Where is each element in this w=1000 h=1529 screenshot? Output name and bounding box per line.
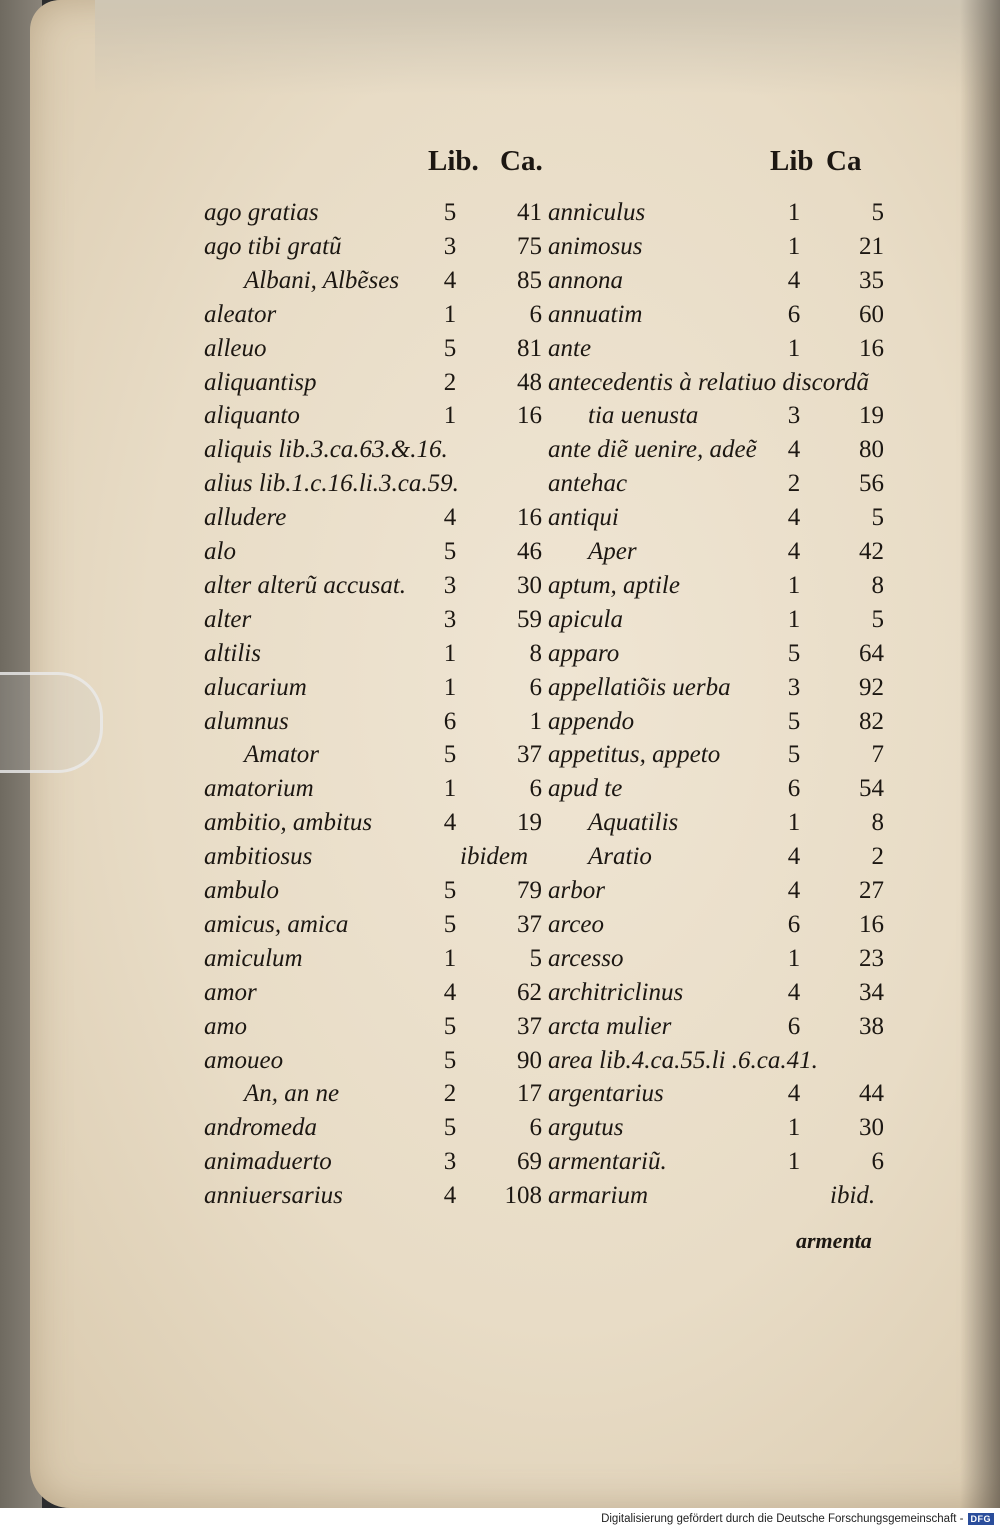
entry-left-term: amo [204, 1012, 248, 1040]
index-row [0, 1010, 1000, 1044]
entry-left-lib: 1 [443, 944, 457, 972]
entry-right-term: armentariũ. [548, 1148, 667, 1176]
entry-left-lib: 5 [443, 877, 457, 904]
entry-right-lib: 4 [787, 436, 801, 464]
entry-left-ca: 69 [517, 1148, 542, 1176]
entry-right-lib: 1 [787, 571, 801, 599]
index-row [0, 1044, 1000, 1078]
entry-left-ca: 16 [517, 402, 542, 430]
entry-left-term: alumnus [204, 707, 289, 735]
entry-left-term: amiculum [204, 944, 303, 972]
entry-right-lib: 1 [787, 605, 801, 633]
entry-right-lib: 5 [787, 741, 801, 769]
entry-left-ca: 16 [517, 504, 542, 532]
entry-left-term: aliquanto [204, 402, 300, 430]
entry-left-ca: 85 [517, 266, 542, 294]
index-row [0, 705, 1000, 739]
entry-left-lib: 2 [443, 368, 457, 396]
entry-right-lib: 6 [787, 300, 801, 328]
entry-left-term: amor [204, 978, 257, 1006]
entry-right-lib: 4 [787, 266, 801, 294]
entry-left-term: alter alterũ accusat. [204, 571, 407, 599]
entry-left-term: ago gratias [204, 199, 319, 226]
entry-right-lib: 6 [787, 1012, 801, 1040]
entry-right-lib: 6 [787, 910, 801, 938]
entry-left-lib: 4 [443, 1182, 457, 1210]
entry-right-ca: 44 [859, 1080, 884, 1108]
entry-right-ca: 30 [859, 1114, 884, 1142]
index-row [0, 772, 1000, 806]
entry-left-term: alucarium [204, 673, 307, 701]
index-row [0, 671, 1000, 705]
footer-credit: Digitalisierung gefördert durch die Deutsche Forschungsgemeinschaft - [601, 1512, 964, 1525]
entry-left-term: ambitiosus [204, 843, 313, 871]
index-row [0, 1179, 1000, 1213]
entry-right-term: argutus [548, 1114, 624, 1142]
entry-right-term: appendo [548, 707, 635, 735]
entry-right-lib: 5 [787, 639, 801, 667]
entry-left-lib: 5 [443, 1012, 457, 1040]
entry-right-term: arcesso [548, 944, 624, 972]
entry-right-lib: 1 [787, 809, 801, 837]
index-row [0, 501, 1000, 535]
index-row [0, 874, 1000, 908]
entry-right-ca: 54 [859, 775, 884, 803]
entry-left-ca: 37 [517, 1012, 542, 1040]
entry-left-ca: 81 [517, 334, 542, 362]
entry-right-lib: 4 [787, 978, 801, 1006]
index-row [0, 603, 1000, 637]
entry-right-ca: 42 [859, 538, 884, 565]
entry-left-lib: 1 [443, 775, 457, 803]
entry-right-lib: 4 [787, 504, 801, 532]
dfg-logo: DFG [968, 1513, 995, 1525]
entry-right-term: apicula [548, 605, 623, 633]
index-row [0, 942, 1000, 976]
entry-left-lib: 1 [443, 402, 457, 430]
entry-left-ca: 90 [517, 1046, 542, 1074]
entry-right-term: architriclinus [548, 978, 684, 1006]
index-row [0, 1111, 1000, 1145]
header-right-lib: Lib [770, 145, 814, 177]
entry-left-lib: 3 [443, 1148, 457, 1176]
entry-left-term: animaduerto [204, 1148, 332, 1176]
entry-right-ca: 35 [859, 266, 884, 294]
entry-right-lib: 1 [787, 334, 801, 362]
entry-right-ca: 21 [859, 232, 884, 260]
entry-left-lib: 3 [443, 605, 457, 633]
entry-left-ca: 1 [529, 707, 542, 735]
entry-right-term: arbor [548, 877, 605, 904]
entry-left-term: anniuersarius [204, 1182, 343, 1210]
entry-right-ca: 92 [859, 673, 884, 701]
header-right-ca: Ca [826, 145, 862, 177]
entry-left-ca: 6 [529, 300, 542, 328]
entry-right-lib: 4 [787, 538, 801, 565]
entry-left-lib: 5 [443, 1046, 457, 1074]
entry-right-ca: 56 [859, 470, 884, 498]
entry-left-lib: 5 [443, 741, 457, 769]
entry-left-lib: 4 [443, 266, 457, 294]
entry-left-lib: 3 [443, 232, 457, 260]
entry-right-term: apparo [548, 639, 620, 667]
entry-left-ca: 5 [529, 944, 542, 972]
index-row [0, 196, 1000, 230]
index-row [0, 1145, 1000, 1179]
entry-right-lib: 1 [787, 232, 801, 260]
entry-right-term: arcta mulier [548, 1012, 672, 1040]
entry-right-term: aptum, aptile [548, 571, 680, 599]
header-left-lib: Lib. [428, 145, 479, 177]
entry-right-term: Aratio [588, 843, 652, 871]
entry-left-ca: 48 [517, 368, 542, 396]
index-row [0, 366, 1000, 400]
entry-left-ca: 62 [517, 978, 542, 1006]
entry-right-ca: 60 [859, 300, 884, 328]
entry-left-lib: 3 [443, 571, 457, 599]
entry-right-lib: 4 [787, 877, 801, 904]
entry-left-lib: 1 [443, 639, 457, 667]
entry-left-ca: 41 [517, 199, 542, 226]
index-row [0, 738, 1000, 772]
entry-right-term: argentarius [548, 1080, 664, 1108]
index-row [0, 264, 1000, 298]
entry-left-ca: 37 [517, 741, 542, 769]
entry-left-term: ambitio, ambitus [204, 809, 373, 837]
entry-right-ca: 6 [871, 1148, 884, 1176]
entry-right-term: apud te [548, 775, 623, 803]
entry-right-ca: 8 [871, 571, 884, 599]
index-row [0, 840, 1000, 874]
entry-right-term: arceo [548, 910, 604, 938]
entry-left-term: alludere [204, 504, 287, 532]
entry-right-ca: 27 [859, 877, 884, 904]
entry-left-full: aliquis lib.3.ca.63.&.16. [204, 436, 448, 464]
entry-left-lib: 1 [443, 673, 457, 701]
entry-left-full: alius lib.1.c.16.li.3.ca.59. [204, 470, 459, 498]
entry-left-ca: 59 [517, 605, 542, 633]
entry-left-term: alter [204, 605, 252, 633]
footer-bar [0, 1508, 1000, 1529]
entry-left-term: Amator [244, 741, 319, 769]
entry-right-ca: 82 [859, 707, 884, 735]
index-row [0, 1077, 1000, 1111]
entry-right-ca: 23 [859, 944, 884, 972]
header-left-ca: Ca. [500, 145, 543, 177]
entry-right-term: Aper [588, 538, 637, 565]
entry-right-ca: 80 [859, 436, 884, 464]
entry-left-lib: 4 [443, 978, 457, 1006]
entry-left-ca: 6 [529, 775, 542, 803]
entry-right-ca: 2 [871, 843, 884, 871]
entry-right-term: Aquatilis [588, 809, 679, 837]
entry-right-lib: 1 [787, 199, 801, 226]
entry-left-term: Albani, Albẽses [244, 266, 400, 294]
index-row [0, 433, 1000, 467]
entry-right-term: ante diẽ uenire, adeẽ [548, 436, 757, 464]
entry-left-ca: 30 [517, 571, 542, 599]
entry-left-lib: 5 [443, 538, 457, 565]
entry-left-term: amoueo [204, 1046, 284, 1074]
entry-left-ca: 6 [529, 1114, 542, 1142]
entry-right-ca: 8 [871, 809, 884, 837]
entry-left-term: ago tibi gratũ [204, 232, 342, 260]
entry-right-lib: 1 [787, 1148, 801, 1176]
entry-right-lib: 2 [787, 470, 801, 498]
entry-left-lib: 4 [443, 809, 457, 837]
entry-right-term: armarium [548, 1182, 649, 1210]
entry-left-lib: 2 [443, 1080, 457, 1108]
entry-right-ca: 5 [871, 605, 884, 633]
entry-right-lib: 4 [787, 843, 801, 871]
entry-left-term: aliquantisp [204, 368, 317, 396]
entry-left-lib: 1 [443, 300, 457, 328]
entry-left-term: amicus, amica [204, 910, 349, 938]
entry-right-ca: 64 [859, 639, 884, 667]
index-row [0, 332, 1000, 366]
entry-right-full: area lib.4.ca.55.li .6.ca.41. [548, 1046, 818, 1074]
entry-left-ca: 79 [517, 877, 542, 904]
entry-right-term: appellatiõis uerba [548, 673, 731, 701]
entry-right-ca: 38 [859, 1012, 884, 1040]
entry-left-ca: 19 [517, 809, 542, 837]
entry-right-lib: 1 [787, 1114, 801, 1142]
entry-right-ca: 16 [859, 910, 884, 938]
entry-left-lib: 5 [443, 199, 457, 226]
entry-left-term: An, an ne [244, 1080, 340, 1108]
index-row [0, 908, 1000, 942]
entry-left-lib: 5 [443, 334, 457, 362]
entry-left-term: alo [204, 538, 236, 565]
index-row [0, 298, 1000, 332]
index-row [0, 637, 1000, 671]
entry-right-term: ante [548, 334, 592, 362]
catchword: armenta [796, 1228, 872, 1253]
entry-right-lib: 5 [787, 707, 801, 735]
entry-right-ca: 16 [859, 334, 884, 362]
index-row [0, 806, 1000, 840]
entry-left-term: amatorium [204, 775, 314, 803]
entry-right-ca: 5 [871, 504, 884, 532]
entry-left-ca: 6 [529, 673, 542, 701]
page-top-edge [95, 0, 1000, 95]
entry-left-term: altilis [204, 639, 261, 667]
entry-right-term: antiqui [548, 504, 619, 532]
index-row [0, 976, 1000, 1010]
entry-right-full: antecedentis à relatiuo discordã [548, 368, 870, 396]
entry-left-ca: 75 [517, 232, 542, 260]
entry-right-term: animosus [548, 232, 643, 260]
entry-right-lib: 3 [787, 402, 801, 430]
entry-right-term: annuatim [548, 300, 643, 328]
index-row [0, 569, 1000, 603]
entry-left-ca: 46 [517, 538, 542, 565]
entry-left-ca: 37 [517, 910, 542, 938]
entry-left-term: aleator [204, 300, 277, 328]
entry-right-lib: 6 [787, 775, 801, 803]
entry-left-term: alleuo [204, 334, 267, 362]
entry-left-lib: 5 [443, 910, 457, 938]
entry-right-term: anniculus [548, 199, 646, 226]
entry-right-term: tia uenusta [588, 402, 699, 430]
entry-left-lib: 4 [443, 504, 457, 532]
entry-left-term: ambulo [204, 877, 279, 904]
entry-right-term: annona [548, 266, 623, 294]
entry-right-lib: 4 [787, 1080, 801, 1108]
entry-left-ca: 108 [504, 1182, 542, 1210]
entry-right-term: appetitus, appeto [548, 741, 721, 769]
index-row [0, 230, 1000, 264]
entry-right-term: antehac [548, 470, 628, 498]
entry-left-ca: 17 [517, 1080, 542, 1108]
entry-right-ca: 34 [859, 978, 884, 1006]
entry-left-ca: 8 [529, 639, 542, 667]
entry-left-lib: 5 [443, 1114, 457, 1142]
index-row [0, 399, 1000, 433]
entry-right-ca: 7 [871, 741, 884, 769]
entry-right-ref: ibid. [830, 1182, 876, 1210]
index-row [0, 535, 1000, 569]
entry-right-ca: 5 [871, 199, 884, 226]
entry-right-lib: 3 [787, 673, 801, 701]
index-row [0, 467, 1000, 501]
entry-left-ref: ibidem [460, 843, 529, 871]
entry-right-ca: 19 [859, 402, 884, 430]
entry-left-lib: 6 [443, 707, 457, 735]
entry-left-term: andromeda [204, 1114, 317, 1142]
entry-right-lib: 1 [787, 944, 801, 972]
